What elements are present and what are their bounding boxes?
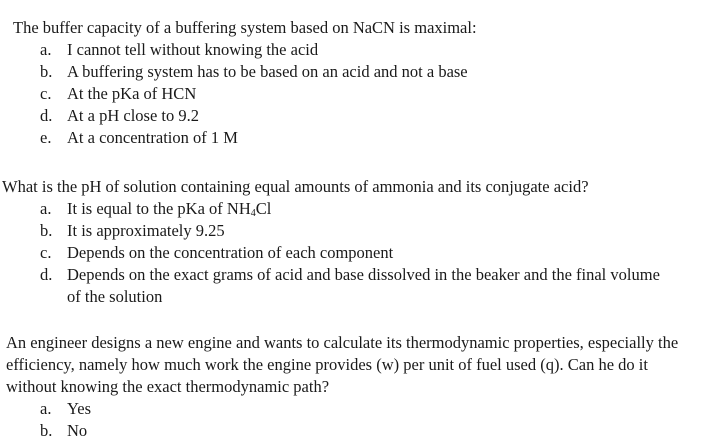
question-3 bbox=[6, 332, 696, 442]
option-item bbox=[40, 39, 477, 61]
option-text: No bbox=[67, 421, 88, 440]
option-letter: c. bbox=[40, 84, 52, 103]
option-item bbox=[40, 61, 477, 83]
option-text-after: Cl bbox=[255, 199, 272, 218]
option-text: At a concentration of 1 M bbox=[67, 128, 238, 147]
question-1-stem: The buffer capacity of a buffering system based on NaCN is maximal: bbox=[13, 18, 477, 37]
option-letter: c. bbox=[40, 243, 52, 262]
option-text: Depends on the concentration of each component bbox=[67, 243, 394, 262]
option-item bbox=[40, 242, 667, 264]
option-text: It is approximately 9.25 bbox=[67, 221, 225, 240]
option-text: A buffering system has to be based on an acid and not a base bbox=[67, 62, 468, 81]
option-item bbox=[40, 420, 696, 442]
option-letter: a. bbox=[40, 399, 52, 418]
option-letter: a. bbox=[40, 40, 52, 59]
option-text: At a pH close to 9.2 bbox=[67, 106, 199, 125]
question-2 bbox=[2, 176, 667, 308]
option-letter: b. bbox=[40, 221, 53, 240]
option-text: At the pKa of HCN bbox=[67, 84, 197, 103]
option-item bbox=[40, 398, 696, 420]
option-letter: b. bbox=[40, 421, 53, 440]
option-item bbox=[40, 264, 667, 308]
option-text: Yes bbox=[67, 399, 92, 418]
question-3-stem: An engineer designs a new engine and wants to calculate its thermodynamic properties, especially the efficiency, namely how much work the engine provides (w) per unit of fuel used (q). Can he do it without knowing the exact thermodynamic path? bbox=[6, 333, 679, 396]
option-text: I cannot tell without knowing the acid bbox=[67, 40, 319, 59]
question-1-options bbox=[40, 39, 477, 149]
option-letter: e. bbox=[40, 128, 52, 147]
question-1 bbox=[13, 17, 477, 149]
subscript: 4 bbox=[250, 208, 256, 219]
question-2-stem: What is the pH of solution containing equal amounts of ammonia and its conjugate acid? bbox=[2, 177, 589, 196]
question-2-options bbox=[40, 198, 667, 308]
option-letter: d. bbox=[40, 106, 53, 125]
option-text bbox=[67, 198, 667, 220]
option-letter: b. bbox=[40, 62, 53, 81]
option-item bbox=[40, 220, 667, 242]
option-text-before: It is equal to the pKa of NH bbox=[67, 199, 251, 218]
option-item bbox=[40, 127, 477, 149]
option-item bbox=[40, 83, 477, 105]
question-3-options bbox=[40, 398, 696, 442]
option-letter: a. bbox=[40, 199, 52, 218]
option-letter: d. bbox=[40, 265, 53, 284]
option-item bbox=[40, 198, 667, 220]
option-item bbox=[40, 105, 477, 127]
option-text: Depends on the exact grams of acid and base dissolved in the beaker and the final volume of the solution bbox=[67, 265, 660, 306]
